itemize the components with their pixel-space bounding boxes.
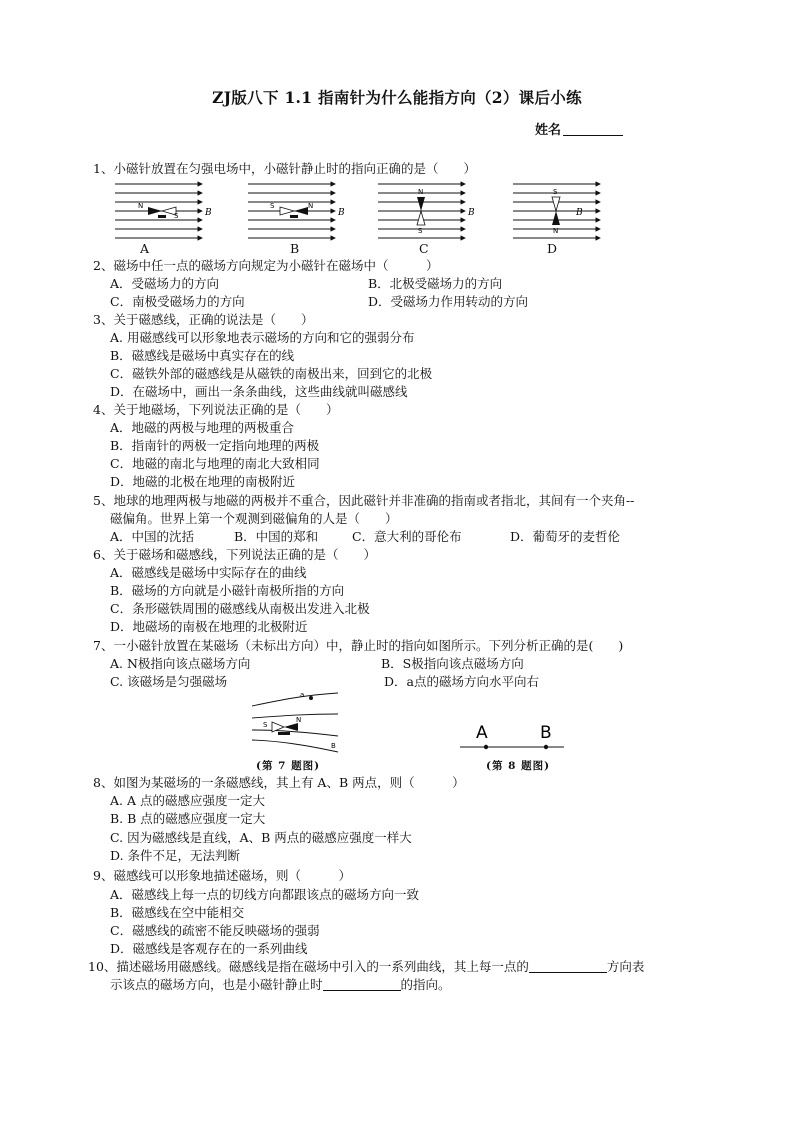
q9-option-b: B．磁感线在空中能相交 (110, 905, 245, 920)
q7-needle-n: N (296, 716, 302, 724)
q1-label-B: B (290, 241, 300, 256)
q1-A-S: S (174, 212, 179, 220)
q5-option-c: C．意大利的哥伦布 (352, 529, 462, 544)
q10-part1: 10、描述磁场用磁感线。磁感线是指在磁场中引入的一系列曲线，其上每一点的 (88, 959, 529, 974)
q1-D-field: B (576, 208, 583, 218)
q8-option-a: A. A 点的磁感应强度一定大 (110, 793, 265, 808)
q4-option-c: C．地磁的南北与地理的南北大致相同 (110, 456, 320, 471)
name-label: 姓名 (535, 123, 562, 138)
q2-option-c: C．南极受磁场力的方向 (110, 294, 245, 309)
q4-option-d: D．地磁的北极在地理的南极附近 (110, 474, 296, 489)
q8-figure (458, 716, 568, 756)
q9-option-c: C．磁感线的疏密不能反映磁场的强弱 (110, 923, 320, 938)
q10-part4: 的指向。 (400, 977, 451, 992)
q8-point-b: B (540, 723, 552, 743)
q1-label-A: A (140, 241, 150, 256)
q3-option-c: C．磁铁外部的磁感线是从磁铁的南极出来，回到它的北极 (110, 366, 433, 381)
q1-figure (110, 180, 590, 244)
q7-option-b: B．S极指向该点磁场方向 (381, 656, 524, 671)
q4-stem: 4、关于地磁场，下列说法正确的是（ ） (93, 402, 339, 417)
q1-needle-A (148, 207, 176, 218)
q5-stem-line1: 5、地球的地理两极与地磁的两极并不重合，因此磁针并非准确的指南或者指北，其间有一个夹角-- (93, 493, 635, 508)
q5-stem-line2: 磁偏角。世界上第一个观测到磁偏角的人是（ ） (110, 511, 398, 526)
q7-option-c: C. 该磁场是匀强磁场 (110, 674, 228, 689)
q7-caption: (第 7 题图) (256, 760, 321, 772)
q7-needle-s: S (263, 721, 268, 729)
q8-option-b: B. B 点的磁感应强度一定大 (110, 811, 266, 826)
q7-option-d: D．a点的磁场方向水平向右 (384, 674, 539, 689)
q1-stem: 1、小磁针放置在匀强电场中，小磁针静止时的指向正确的是（ ） (93, 161, 476, 176)
q2-option-a: A．受磁场力的方向 (110, 276, 220, 291)
q6-option-c: C．条形磁铁周围的磁感线从南极出发进入北极 (110, 601, 370, 616)
q8-stem: 8、如图为某磁场的一条磁感线，其上有 A、B 两点，则（ ） (93, 775, 465, 790)
q6-option-b: B．磁场的方向就是小磁针南极所指的方向 (110, 583, 345, 598)
q3-option-a: A. 用磁感线可以形象地表示磁场的方向和它的强弱分布 (110, 330, 415, 345)
q1-D-S: S (553, 188, 558, 196)
q1-B-N: N (308, 202, 314, 210)
q2-option-d: D．受磁场力作用转动的方向 (368, 294, 529, 309)
q4-option-a: A．地磁的两极与地理的两极重合 (110, 420, 295, 435)
q9-stem: 9、磁感线可以形象地描述磁场，则（ ） (93, 868, 351, 883)
q10-blank1 (529, 960, 607, 973)
q1-A-field: B (205, 208, 212, 218)
q1-C-field: B (468, 208, 475, 218)
name-blank (563, 123, 623, 136)
q1-needle-B (280, 207, 308, 218)
q1-D-N: N (553, 227, 559, 235)
q1-A-N: N (138, 202, 144, 210)
q7-point-a: a (300, 691, 305, 699)
q5-option-d: D．葡萄牙的麦哲伦 (510, 529, 621, 544)
q8-point-a: A (476, 723, 488, 743)
q5-option-a: A．中国的沈括 (110, 529, 195, 544)
q6-stem: 6、关于磁场和磁感线，下列说法正确的是（ ） (93, 547, 376, 562)
q1-B-S: S (270, 202, 275, 210)
q1-C-N: N (418, 188, 424, 196)
q3-option-b: B．磁感线是磁场中真实存在的线 (110, 348, 295, 363)
q9-option-d: D．磁感线是客观存在的一系列曲线 (110, 941, 308, 956)
q1-B-field: B (338, 208, 345, 218)
q1-label-D: D (547, 241, 558, 256)
q6-option-a: A．磁感线是磁场中实际存在的曲线 (110, 565, 307, 580)
q7-figure (250, 690, 350, 758)
q10-blank2 (323, 978, 401, 991)
q9-option-a: A．磁感线上每一点的切线方向都跟该点的磁场方向一致 (110, 887, 420, 902)
q7-option-a: A. N极指向该点磁场方向 (110, 656, 251, 671)
q5-option-b: B．中国的郑和 (234, 529, 319, 544)
q2-stem: 2、磁场中任一点的磁场方向规定为小磁针在磁场中（ ） (93, 258, 439, 273)
q10-part2: 方向表 (606, 959, 645, 974)
q8-option-c: C. 因为磁感线是直线，A、B 两点的磁感应强度一样大 (110, 830, 412, 845)
q8-caption: (第 8 题图) (486, 760, 551, 772)
q7-stem: 7、一小磁针放置在某磁场（未标出方向）中，静止时的指向如图所示。下列分析正确的是( ) (93, 638, 624, 653)
q4-option-b: B．指南针的两极一定指向地理的两极 (110, 438, 320, 453)
q1-C-S: S (418, 227, 423, 235)
q10-line1 (88, 959, 644, 975)
q6-option-d: D．地磁场的南极在地理的北极附近 (110, 619, 308, 634)
q7-line-b: B (331, 742, 336, 750)
q10-part3: 示该点的磁场方向，也是小磁针静止时 (110, 977, 323, 992)
q3-stem: 3、关于磁感线，正确的说法是（ ） (93, 312, 314, 327)
name-field (535, 119, 623, 138)
q2-option-b: B．北极受磁场力的方向 (368, 276, 503, 291)
q1-label-C: C (419, 241, 429, 256)
q8-option-d: D. 条件不足，无法判断 (110, 848, 241, 863)
q3-option-d: D．在磁场中，画出一条条曲线，这些曲线就叫磁感线 (110, 384, 408, 399)
q10-line2 (110, 977, 451, 993)
page-title: ZJ版八下 1.1 指南针为什么能指方向（2）课后小练 (212, 88, 582, 107)
